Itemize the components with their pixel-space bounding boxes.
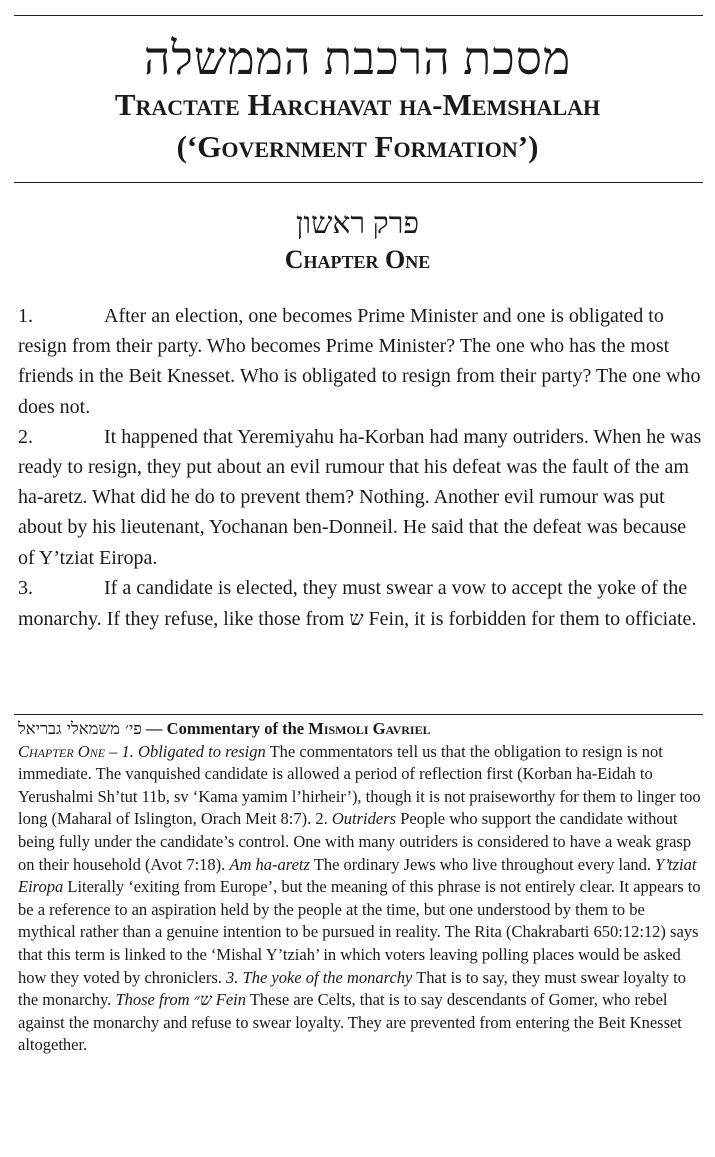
english-tractate-subtitle: (‘Government Formation’) — [176, 129, 539, 164]
commentary-text: The commentators tell us that the obligation to resign is not immediate. The vanquished candidate is allowed a period of reflection first (Korban ha-Eidah to Yerushalmi Sh’tut 11b, sv ‘Kama yamim l’hirheir’), though it is not praiseworthy for them to linger too long (Maharal of Islington, Orach Meit 8:7). 2. — [18, 741, 701, 829]
paragraph-text: It happened that Yeremiyahu ha-Korban had many outriders. When he was ready to resign, they put about an evil rumour that his defeat was the fault of the am ha-aretz. What did he do to prevent them? Nothing. Another evil rumour was put about by his lieutenant, Yochanan ben-Donneil. He said that the defeat was because of Y’tziat Eiropa. — [18, 425, 702, 569]
commentary-lemma: Am ha-aretz — [229, 854, 310, 874]
commentary-chapter-label: Chapter One – 1. — [18, 741, 139, 761]
hebrew-tractate-title: מסכת הרכבת הממשלה — [143, 33, 572, 84]
commentary-heading — [18, 718, 703, 741]
paragraph-2 — [18, 422, 703, 573]
paragraph-text: If a candidate is elected, they must swear a vow to accept the yoke of the monarchy. If they refuse, like those from — [18, 576, 688, 631]
paragraph-number: 3. — [18, 576, 33, 599]
commentary-text: These are Celts, that is to say descendants of Gomer, who rebel against the monarchy and refuse to swear loyalty. They are prevented from entering the Beit Knesset altogether. — [18, 990, 682, 1055]
commentary-heading-dash: — — [141, 719, 167, 738]
title-divider — [14, 182, 703, 183]
paragraph-number: 2. — [18, 425, 33, 448]
commentary-text: That is to say, they must swear loyalty to the monarchy. — [18, 967, 686, 1010]
commentary-lemma: Obligated to resign — [138, 741, 266, 761]
commentary-text: Literally ‘exiting from Europe’, but the meaning of this phrase is not entirely clear. It appears to be a reference to an aspiration held by the people at the time, but one understood by them to be mythical rather than a genuine intention to be pursued in reality. The Rita (Chakrabarti 650:12:12) says that this term is linked to the ‘Mishal Y’tziah’ in which voters leaving polling places would be asked how they voted by chroniclers. — [18, 877, 701, 987]
commentary-lemma: 3. The yoke of the monarchy — [226, 967, 413, 987]
commentary-block — [18, 718, 703, 1057]
commentary-lemma: Fein — [211, 990, 246, 1010]
hebrew-chapter-heading: פרק ראשון — [295, 207, 420, 240]
paragraph-text: Fein, it is forbidden for them to officiate. — [363, 608, 697, 631]
commentary-lemma: Outriders — [331, 809, 397, 829]
paragraph-number: 1. — [18, 305, 33, 327]
chapter-heading: Chapter One — [284, 245, 431, 274]
commentary-text: The ordinary Jews who live throughout every land. — [309, 854, 656, 874]
commentary-heading-name: Mismoli Gavriel — [308, 719, 431, 738]
main-text — [18, 301, 703, 634]
commentary-divider — [14, 714, 703, 715]
english-tractate-title: Tractate Harchavat ha-Memshalah — [114, 87, 601, 122]
commentary-heading-hebrew: פי׳ משמאלי גבריאל — [18, 719, 142, 738]
commentary-body — [18, 741, 703, 1057]
paragraph-text: After an election, one becomes Prime Minister and one is obligated to resign from their party. Who becomes Prime Minister? The one who has the most friends in the Beit Knesset. Who is obligated to resign from their party? The one who does not. — [18, 305, 701, 418]
paragraph-1 — [18, 301, 703, 422]
top-rule — [14, 15, 703, 16]
hebrew-shin-letter: ש — [349, 606, 364, 631]
commentary-heading-prefix: Commentary of the — [166, 719, 309, 738]
commentary-lemma: Y’tziat Eiropa — [18, 854, 697, 897]
commentary-lemma-hebrew: ש״ — [193, 990, 212, 1010]
paragraph-3 — [18, 573, 703, 634]
commentary-lemma: Those from — [115, 990, 194, 1010]
commentary-text: People who support the candidate without being fully under the candidate’s control. One with many outriders is considered to have a weak grasp on their household (Avot 7:18). — [18, 809, 692, 874]
